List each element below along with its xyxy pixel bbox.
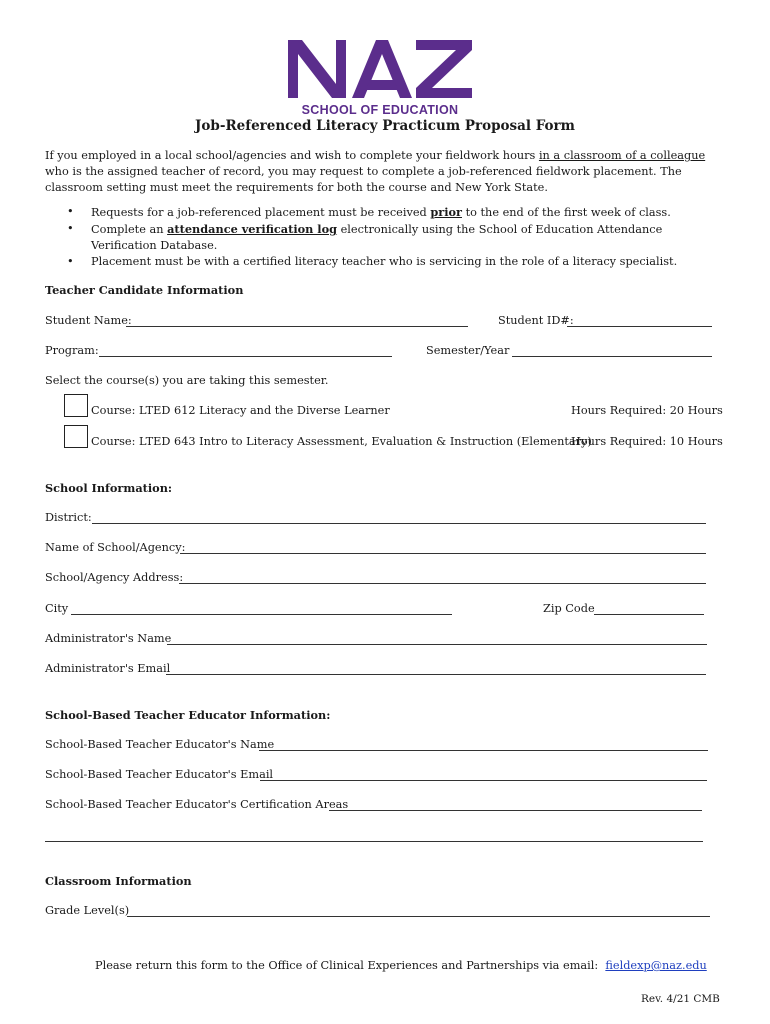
student-id-field[interactable] xyxy=(567,314,712,327)
admin-email-field[interactable] xyxy=(166,662,706,675)
educator-email-label: School-Based Teacher Educator's Email xyxy=(45,768,274,781)
course-612-label: Course: LTED 612 Literacy and the Diverse Learner xyxy=(91,404,390,417)
school-info-heading: School Information: xyxy=(45,481,173,495)
school-name-field[interactable] xyxy=(180,541,706,554)
intro-underlined: in a classroom of a colleague xyxy=(538,149,706,162)
student-name-field[interactable] xyxy=(126,314,468,327)
grade-field[interactable] xyxy=(127,904,710,917)
semester-field[interactable] xyxy=(512,344,712,357)
school-address-label: School/Agency Address: xyxy=(45,571,184,584)
revision-note: Rev. 4/21 CMB xyxy=(641,993,720,1005)
city-label: City xyxy=(45,602,69,615)
course-612-checkbox[interactable] xyxy=(64,394,88,417)
return-instructions xyxy=(95,959,707,972)
course-643-hours: Hours Required: 10 Hours xyxy=(571,435,723,448)
form-title: Job-Referenced Literacy Practicum Proposal Form xyxy=(195,118,575,134)
school-name: SCHOOL OF EDUCATION xyxy=(301,103,459,117)
intro-text: If you employed in a local school/agencies and wish to complete your fieldwork hours xyxy=(45,149,539,162)
list-item: • Placement must be with a certified literacy teacher who is servicing in the role of a literacy specialist. xyxy=(45,254,725,270)
educator-cert-label: School-Based Teacher Educator's Certification Areas xyxy=(45,798,349,811)
classroom-info-heading: Classroom Information xyxy=(45,874,192,888)
intro-paragraph xyxy=(45,148,725,196)
intro-text-2: who is the assigned teacher of record, you may request to complete a job-referenced fieldwork placement. The classroom setting must meet the requirements for both the course and New York State. xyxy=(45,165,682,194)
zip-field[interactable] xyxy=(594,602,704,615)
educator-info-heading: School-Based Teacher Educator Information: xyxy=(45,708,331,722)
course-643-checkbox[interactable] xyxy=(64,425,88,448)
teacher-candidate-heading: Teacher Candidate Information xyxy=(45,283,244,297)
requirements-list xyxy=(45,204,725,270)
select-course-prompt: Select the course(s) you are taking this semester. xyxy=(45,374,329,387)
school-address-field[interactable] xyxy=(179,571,706,584)
school-name-label: Name of School/Agency: xyxy=(45,541,186,554)
educator-name-field[interactable] xyxy=(259,738,708,751)
admin-name-field[interactable] xyxy=(167,632,707,645)
zip-label: Zip Code xyxy=(543,602,595,615)
course-643-label: Course: LTED 643 Intro to Literacy Assessment, Evaluation & Instruction (Elementary) xyxy=(91,435,592,448)
student-id-label: Student ID#: xyxy=(498,314,574,327)
return-text: Please return this form to the Office of Clinical Experiences and Partnerships via email: xyxy=(95,959,599,972)
list-item: • Complete an attendance verification log electronically using the School of Education Attendance Verification Database. xyxy=(45,221,725,254)
educator-cert-field[interactable] xyxy=(329,798,702,811)
city-field[interactable] xyxy=(71,602,452,615)
semester-label: Semester/Year xyxy=(426,344,510,357)
student-name-label: Student Name: xyxy=(45,314,132,327)
educator-name-label: School-Based Teacher Educator's Name xyxy=(45,738,275,751)
educator-email-field[interactable] xyxy=(260,768,707,781)
district-field[interactable] xyxy=(92,511,706,524)
program-label: Program: xyxy=(45,344,99,357)
admin-name-label: Administrator's Name xyxy=(45,632,172,645)
program-field[interactable] xyxy=(99,344,392,357)
admin-email-label: Administrator's Email xyxy=(45,662,171,675)
email-link[interactable]: fieldexp@naz.edu xyxy=(605,959,707,972)
grade-label: Grade Level(s) xyxy=(45,904,130,917)
list-item: • Requests for a job-referenced placement must be received prior to the end of the first week of class. xyxy=(45,204,725,221)
educator-cert-field-2[interactable] xyxy=(45,829,703,842)
course-612-hours: Hours Required: 20 Hours xyxy=(571,404,723,417)
district-label: District: xyxy=(45,511,92,524)
